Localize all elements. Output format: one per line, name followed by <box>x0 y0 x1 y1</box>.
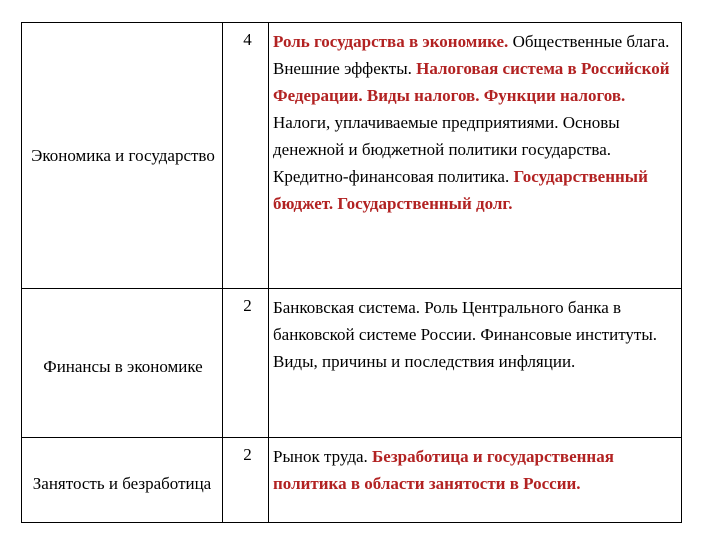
topic-label: Экономика и государство <box>31 145 215 165</box>
topic-cell <box>22 23 223 289</box>
content-segment: Безработица и государственная политика в области занятости в России. <box>273 447 614 493</box>
content-text <box>269 289 681 379</box>
content-segment: Налоги, уплачиваемые предприятиями. Основы денежной и бюджетной политики государства. Кредитно-финансовая политика. <box>273 113 620 186</box>
topic-label: Финансы в экономике <box>43 357 203 376</box>
hours-cell <box>223 289 269 438</box>
hours-value: 2 <box>243 296 252 315</box>
content-text <box>269 23 681 221</box>
content-segment: Банковская система. Роль Центрального банка в банковской системе России. Финансовые институты. Виды, причины и последствия инфляции. <box>273 298 657 371</box>
content-segment: Роль государства в экономике. <box>273 32 509 51</box>
content-segment: Государственный бюджет. Государственный долг. <box>273 167 648 213</box>
content-segment: Рынок труда. <box>273 447 373 466</box>
content-segment: Налоговая система в Российской Федерации. Виды налогов. Функции налогов. <box>273 59 670 105</box>
topic-cell <box>22 289 223 438</box>
topic-label: Занятость и безработица <box>32 474 212 493</box>
content-segment: Общественные блага. Внешние эффекты. <box>273 32 670 78</box>
syllabus-table <box>21 22 682 523</box>
topic-cell <box>22 438 223 523</box>
content-cell <box>269 289 682 438</box>
hours-value: 4 <box>243 30 252 49</box>
content-cell <box>269 438 682 523</box>
content-text <box>269 438 681 501</box>
hours-cell <box>223 438 269 523</box>
hours-value: 2 <box>243 445 252 464</box>
hours-cell <box>223 23 269 289</box>
content-cell <box>269 23 682 289</box>
table-row <box>22 438 682 523</box>
table-row <box>22 289 682 438</box>
table-row <box>22 23 682 289</box>
